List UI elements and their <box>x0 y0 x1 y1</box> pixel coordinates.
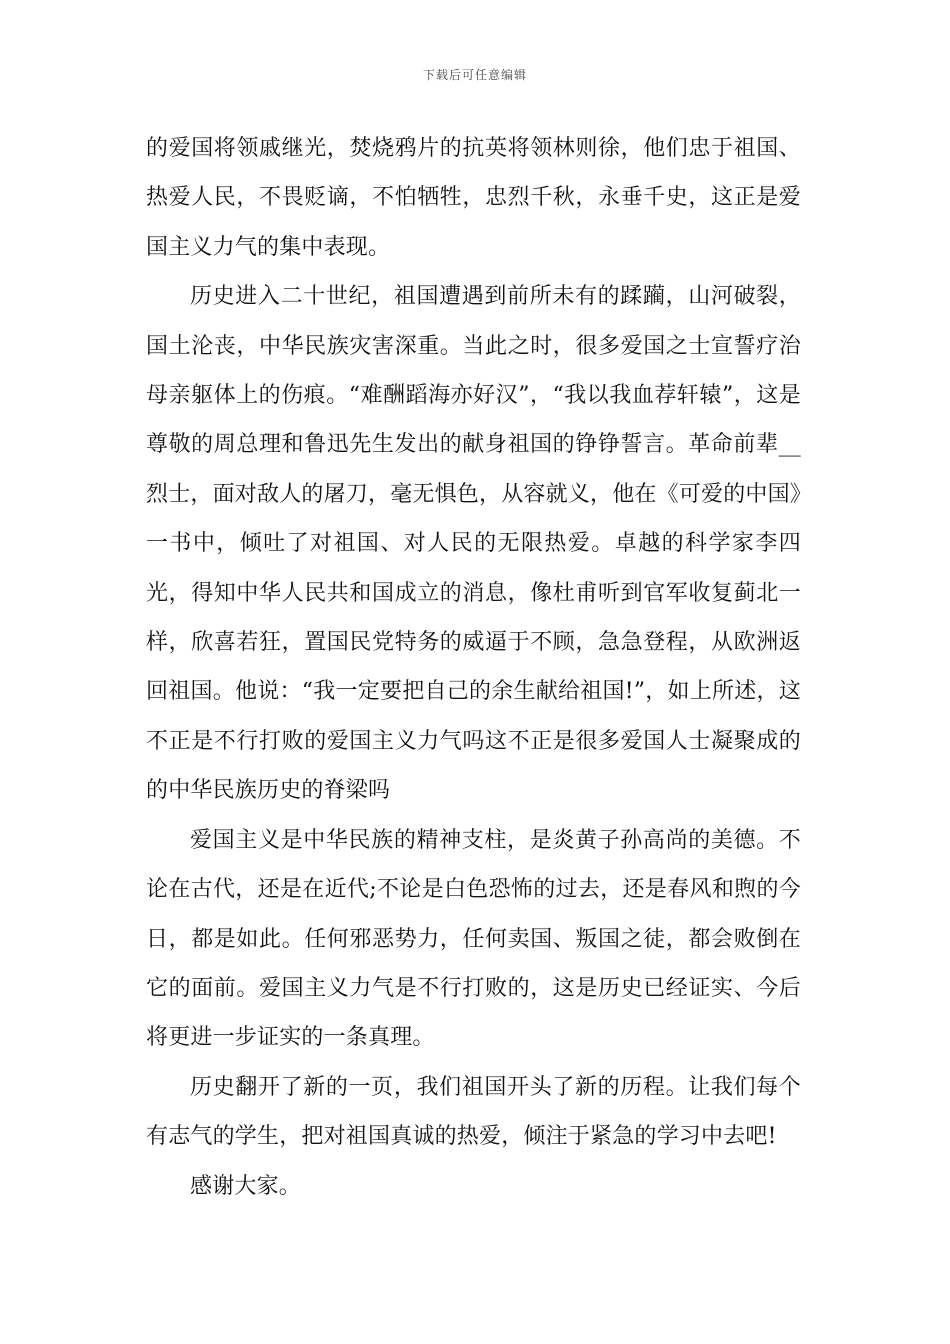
document-body <box>146 124 801 1211</box>
paragraph-1: 的爱国将领戚继光，焚烧鸦片的抗英将领林则徐，他们忠于祖国、热爱人民，不畏贬谪，不怕牺牲，忠烈千秋，永垂千史，这正是爱国主义力气的集中表现。 <box>146 136 801 260</box>
paragraph-2: 历史进入二十世纪，祖国遭遇到前所未有的蹂躏，山河破裂，国土沦丧，中华民族灾害深重。当此之时，很多爱国之士宣誓疗治母亲躯体上的伤痕。“难酬蹈海亦好汉”，“我以我血荐轩辕”，这是尊敬的周总理和鲁迅先生发出的献身祖国的铮铮誓言。革命前辈__烈士，面对敌人的屠刀，毫无惧色，从容就义，他在《可爱的中国》一书中，倾吐了对祖国、对人民的无限热爱。卓越的科学家李四光，得知中华人民共和国成立的消息，像杜甫听到官军收复蓟北一样，欣喜若狂，置国民党特务的威逼于不顾，急急登程，从欧洲返回祖国。他说：“我一定要把自己的余生献给祖国!”，如上所述，这不正是不行打败的爱国主义力气吗这不正是很多爱国人士凝聚成的的中华民族历史的脊梁吗 <box>146 284 802 804</box>
paragraph-5: 感谢大家。 <box>190 1173 302 1199</box>
page-header-note: 下载后可任意编辑 <box>422 68 527 82</box>
paragraph-4: 历史翻开了新的一页，我们祖国开头了新的历程。让我们每个有志气的学生，把对祖国真诚的热爱，倾注于紧急的学习中去吧! <box>146 1074 801 1150</box>
paragraph-3: 爱国主义是中华民族的精神支柱，是炎黄子孙高尚的美德。不论在古代，还是在近代;不论是白色恐怖的过去，还是春风和煦的今日，都是如此。任何邪恶势力，任何卖国、叛国之徒，都会败倒在它的面前。爱国主义力气是不行打败的，这是历史已经证实、今后将更进一步证实的一条真理。 <box>146 827 801 1051</box>
